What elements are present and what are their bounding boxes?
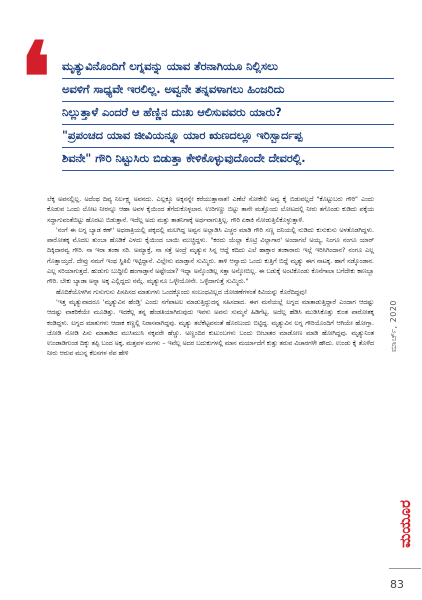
body-paragraph: 'ನಂಗೆ ಈ ಲಗ್ನ ಬ್ಯಾಡ ಕಣ್' ಅಧರಾತ್ರಿಯಲ್ಲಿ ಪಕ್ಕದಲ್ಲಿ ಮಲಗಿದ್ದ ಅವ್ವನ ಅಲ್ಲಾಡಿಸಿ ಎಚ್ಚರ ಮಾಡಿ ಗೌರಿ ಸಣ್ಣ ದನಿಯಲ್ಲಿ ನುಡಿದು ಕುಸುಕುಸು ಅಳತೊಡಗಿದ್ದಳು. ಪಾರೋತಕ್ಕ ಮೊದಲ ತುಂಬಾ ಹೊಡಿಕೆ ಎಳದು ಕೈಯಿಂದ ಬಾಯಿ ಮುಚ್ಚಿದ್ದಳು. "ಕರದು ಯೆಲ್ಲಾ ಕೊಟ್ರಿ ವಿಲ್ಲಾಗಾರ' ಅಂದಾಗಲೆ ಅಯ್ಯ, ನಿಂಗೂ ನಂಗೂ ಯಾರ್ ದಿಕ್ಕಿದಾರವ್ವ ಗೌರಿ. ನಾ ಇರಾ ತಂಕಾ ಸರಿ. ಅಮ್ಯಾಕ್ತೆ, ನಾ ಸತ್ತೆ ಅಂದ್ರೆ ಮೃತ್ಯುನ ಸಿನ್ನ ಆದ್ದೆ ಕದಿದು ಎಲೆ ಹಾಕ್ತಾರ ತಂಕಾರಾರು ಇಲ್ಲೆ ಇರಿಸಿಗಿಂದಾನ? ನಂಗೂ ಎಲ್ಲ ಗೊತ್ತಾಯ್ತದೆ. ದೇವ್ರು ನಮಗೆ ಇಂಥ ಸ್ಥಿತಿಲಿ ಇಟ್ಟಿದ್ದಾನೆ. ವಿಲ್ಲೇನು ಮಾಡ್ತಾನೆ ಸುಮ್ಮಿರು. ತಾಳಿ ಆನ್ವಾದು ಒಂದು ಕುತ್ತಿಗೆ ಬಿದ್ದೆ ಮೃತ್ಯು ಈಗ ನಾಟಕ್ಕ. ಹಾಗೆ ನಡ್ಕೊಂಡಾನ. ಎಲ್ಲ ಸರಿಯಾಗುತ್ತದೆ. ಹುಡುಗು ಬುದ್ಧೀಲಿ ಹಂಗಾಡ್ತಾನೆ ಅಷ್ಟೇಯಾ? ಇದ್ನಾ ಅನ್ಕೊಂಡಿಲ್ಲ ಸತ್ತಾ ಅನ್ಕೋಬಿಲ್ಲ. ಈ ಬಡುಕ್ಕೆ ಅಂಟಿಕೊಂಡು ಕೊನೆಗಾಲಾ ಬಗೆದೇಕು ಕಾಣಬ್ಬಾ ಗೌರಿ. ಬೇಕು ಬ್ಯಾಡಾ ಅನ್ನಾ ಅಕ್ಕ ಎಲ್ಲಿದ್ದದು ನಮ್ಗೆ. ಮೃತ್ಯುನೂ ಒಳ್ಳೇಯೋನೇ. ಒಳ್ಳೆದಾಗುತ್ತೆ ಸುಮ್ಮಿರು." bbox=[47, 226, 374, 286]
pull-quote bbox=[62, 56, 394, 171]
article-body bbox=[47, 195, 374, 360]
page-number: 83 bbox=[390, 578, 404, 591]
pull-quote-line: ನಿಲ್ಲುತ್ತಾಳೆ ಎಂದರೆ ಆ ಹೆಣ್ಣಿನ ದುಃಖ ಆಲಿಸುವವರು ಯಾರು? bbox=[62, 102, 394, 125]
pull-quote-line: ಶಿವನೇ" ಗೌರಿ ನಿಟ್ಟುಸಿರು ಬಿಡುತ್ತಾ ಕೇಳಿಕೊಳ್ಳುವುದೊಂದೇ ದೇವರಲ್ಲಿ. bbox=[62, 148, 394, 171]
body-paragraph: ಹೊದಿಕೆಯೊಳಗಿನ ಗುಸುಗುಸು ಪಿಸಪಿಸದ ಮಾತುಗಳು ಒಂದಕ್ಕೊಂದು ಸಂಬಂಧವಿಲ್ಲದ ಜೋಡಣೆಗಳಂತೆ ಕಿವಿಯನ್ನು ಕೊರೆದಿದ್ದವು! bbox=[56, 288, 308, 296]
pull-quote-line: "ಪ್ರಪಂಚದ ಯಾವ ಜೀವಿಯನ್ನೂ ಯಾರ ಋಣದಲ್ಲೂ ಇರಿಸ್ಬಾರ್ದಪ್ಪ bbox=[62, 125, 394, 148]
magazine-brand-logo bbox=[392, 492, 418, 556]
pull-quote-line: ಮೃತ್ಯುವಿನೊಂದಿಗೆ ಲಗ್ನವನ್ನು ಯಾವ ತೆರನಾಗಿಯೂ ನಿಲ್ಲಿಸಲು bbox=[62, 56, 394, 79]
brand-name: ಮಯೂರ bbox=[396, 500, 414, 548]
body-paragraph: ಲೆಕ್ಕ ಅವನಲ್ಲಿಲ್ಲ. ಅದೆಂಥ ದಿವ್ಯ ನಿರ್ಲಕ್ಷ್ಯ ಅವನದು. ಎಲ್ಲಕ್ಕೂ ಅಕ್ಕನನ್ನೇ ಕರೆಯುತ್ತಾನಾತ! ಎಣೆಲೆ ಸೋಕೇಲಿ ಅವ್ವ ಕೈ ಬಿಡುವಲ್ಲದೆ "ಕೊಟ್ಟುಬರು ಗೌರಿ" ಎಂದು ಕೊಡುವ ಒಂದು ಲೋಟ ನೀರನ್ನೂ ಆಹಾ ಅವಳ ಕೈಯಿಂದ ತೆಗೆದುಕೊಳ್ಳಲಾರ. ಉರಿಗಣ್ಣು ಬಿಟ್ಟು ತಾನೇ ಮತ್ತೊಂದು ಲೋಟದಲ್ಲಿ ನೀರು ತಗೊಂಡು ಕುಡಿದು ಪಕ್ಕೆಯ ಸದ್ದಾಗುವಂತೆಬಿಟ್ಟು ಹೊರಟು ಬಿಡುತ್ತಾನೆ. ಇದೆಲ್ಲ ಅದು ಮತ್ತು ತಾತನಿಗಾಕ್ಕೆ ಅರ್ಥವಾಗುತ್ತಿಲ್ಲ. ಗೌರಿ ಏಕಾಕಿ ನೋಡುತ್ತಿಲಿಕೊಳ್ಳುತ್ತಾಳೆ. bbox=[47, 196, 374, 224]
pull-quote-line: ಅವಳಿಗೆ ಸಾಧ್ಯವೇ ಇರಲಿಲ್ಲ. ಅವ್ವನೇ ತನ್ನವಳಾಗಲು ಹಿಂಜರಿದು bbox=[62, 79, 394, 102]
body-paragraph: 'ಇತ್ತ ಮೃತ್ಯುವಾದರೂ 'ಮೃತ್ಯುವಿನ ಹೆಂಡ್ತಿ' ಎಂದು ನಗೆಪಾಟಲ ಮಾಡುತ್ತಿದ್ದುದನ್ನ ಸಹಿಸದಾದ. ಈಗ ಮನೆಯಲ್ಲೆ ಲಗ್ನದ ಮಾತಾಡುತ್ತಿದ್ದಾರೆ ಎಂದಾಗ ಆದಷ್ಟು ಆದಷ್ಟು ವಾಕರಿಕೆಯೇ ಮೂಡಿತ್ತು. ಇದಕೆಲ್ಲ ತನ್ನ ಹೆಂಡತಿಯಾಗಿರುವುದು ಇವಳು ಅವನು ಸುಮ್ಮನೆ ಹಿಡಿಗೆಟ್ಟ. ಅದೆಲ್ಲ ಹೆಡಿಸಿ ಮುಡಿಸಿಕೊತ್ತು ಕುಂತ ಪಾರೋತಕ್ಕ ಕಂಡಿದ್ದಳು. ಲಗ್ನದ ಮಾತುಗಳು ಆದಾಕ ಕಣ್ಣಲ್ಲಿ ನಿರಾಸವಾಗಿದ್ದವು. ಮೃತ್ಯು ತಲೆಕೆಟ್ಟವನಂತೆ ಹೊರಬಂದು ಬಿಟ್ಟಿದ್ದ. ಮೃತ್ಯುವಿನ ಲಗ್ನ ಗೌರಿಯೊಂದಿಗೆ ಆಗಿಯೇ ಹೋಗ್ತಾ. ಜೋಡಿ ನೋಡಿ ಪಿಸು ಮಾತಾಡಿದ ಮುಸಿಮುಸಿ ನಕ್ಕವರೇ ಹೆಚ್ಚು. ಅಣ್ಣಂದಿರ ಕುಟುಂಬಗಳು ಬಂದು ಬೀಬಾತರ ಮಾಡೋಣ ಮಾಡಿ ಹೋಗಿದ್ದವು. ಮೃತ್ಯುನಿಂತ ಉಂಡಾಡಿಗುಂಡ ದಿಕ್ಕು ತಪ್ಪಿ ಬಂದ ಅಕ್ಕ, ಮತ್ತವಳ ಮಗಳು – ಇವೆಲ್ಲ ಅದರ ಬದುಕುಗಳಲ್ಲಿ ಮಾನ ಮರ್ಯಾದೆಗೆ ಕುತ್ತು ತರುವ ವಿಚಾರಗಳೇ ಹೌದು. ಉಂಡು ಕೈ ತೊಳೆದ ನೀರು ಆರುವ ಮುನ್ನ ಕೆಲಸಗಳ ನೆಪ ಹೇಳಿ bbox=[47, 298, 374, 358]
footer-divider bbox=[389, 568, 421, 569]
quote-mark-icon: ❛ bbox=[20, 21, 51, 134]
issue-date-label: ಮಾರ್ಚ್, 2020 bbox=[389, 300, 398, 353]
